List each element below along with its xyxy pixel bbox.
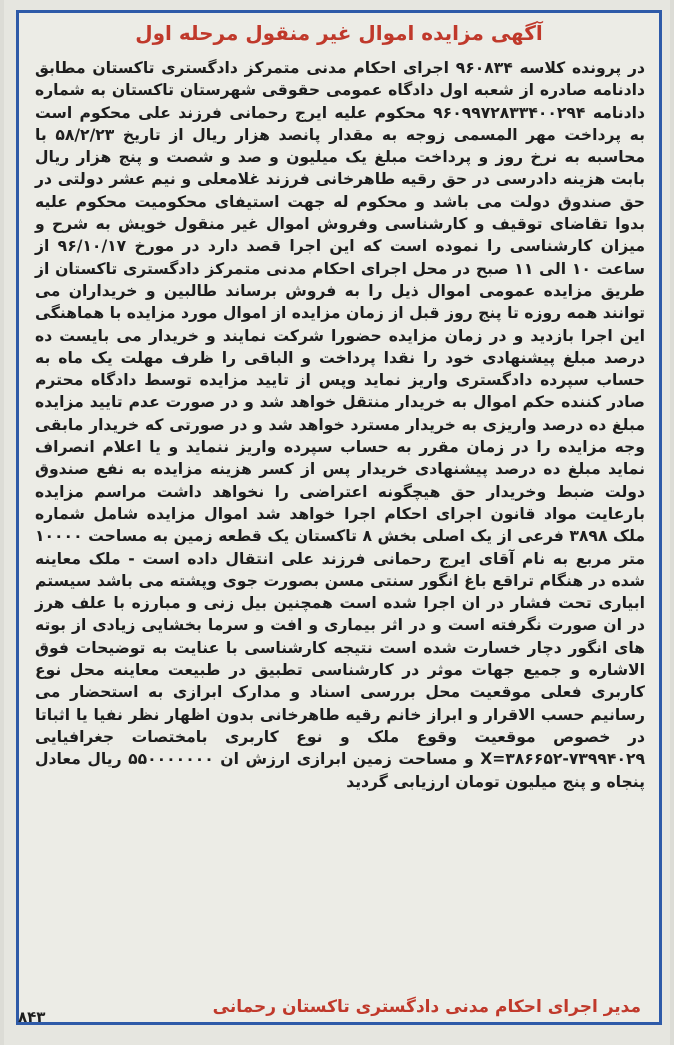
notice-signature: مدیر اجرای احکام مدنی دادگستری تاکستان رحمانی [212,997,641,1017]
notice-title: آگهی مزایده اموال غیر منقول مرحله اول [135,21,543,45]
newspaper-clipping [4,0,670,1045]
notice-frame [16,10,662,1025]
notice-code: ۸۴۳ [18,1008,46,1026]
notice-body: در پرونده کلاسه ۹۶۰۸۳۴ اجرای احکام مدنی متمرکز دادگستری تاکستان مطابق دادنامه صادره از شعبه اول دادگاه عمومی حقوقی شهرستان تاکستان به شماره دادنامه ۹۶۰۹۹۷۲۸۳۳۴۰۰۲۹۴ محکوم علیه ایرج رحمانی فرزند علی محکوم است به پرداخت مهر المسمی زوجه به مقدار پانصد هزار ریال از تاریخ ۵۸/۲/۲۳ با محاسبه به نرخ روز و پرداخت مبلغ یک میلیون و صد و شصت و پنج هزار ریال بابت هزینه دادرسی در حق رقیه طاهرخانی فرزند غلامعلی و نیم عشر دولتی در حق صندوق دولت می باشد و محکوم له جهت استیفای محکومیت محکوم علیه بدوا تقاضای توقیف و کارشناسی وفروش اموال غیر منقول خویش به شرح و میزان کارشناسی را نموده است که این اجرا قصد دارد در مورخ ۹۶/۱۰/۱۷ از ساعت ۱۰ الی ۱۱ صبح در محل اجرای احکام مدنی متمرکز دادگستری تاکستان از طریق مزایده عمومی اموال ذیل را به فروش برساند طالبین و خریداران می توانند همه روزه تا پنج روز قبل از زمان مزایده از اموال مورد مزایده با هماهنگی این اجرا بازدید و در زمان مزایده حضورا شرکت نمایند و خریدار می بایست ده درصد مبلغ پیشنهادی خود را نقدا پرداخت و الباقی را ظرف مهلت یک ماه به حساب سپرده دادگستری واریز نماید وپس از تایید مزایده توسط دادگاه محترم صادر کننده حکم اموال به خریدار منتقل خواهد شد و در صورت عدم تایید مزایده مبلغ ده درصد واریزی به خریدار مسترد خواهد شد و در صورتی که خریدار مابقی وجه مزایده را در زمان مقرر به حساب سپرده واریز ننماید و یا اعلام انصراف نماید مبلغ ده درصد پیشنهادی خریدار پس از کسر هزینه مزایده به نفع صندوق دولت ضبط وخریدار حق هیچگونه اعتراضی را نخواهد داشت مراسم مزایده بارعایت مواد قانون اجرای احکام اجرا خواهد شد اموال مزایده شامل شماره ملک ۳۸۹۸ فرعی از یک اصلی بخش ۸ تاکستان یک قطعه زمین به مساحت ۱۰۰۰۰ متر مربع به نام آقای ایرج رحمانی فرزند علی انتقال داده است - ملک معاینه شده در هنگام تراقع باغ انگور سنتی مسن بصورت جوی وپشته می باشد سیستم ابیاری تحت فشار در ان اجرا شده است همچنین بیل زنی و مبارزه با علف هرز در ان صورت نگرفته است و در اثر بیماری و افت و سرما بخشایی زیادی از بوته های انگور دچار خسارت شده است نتیجه کارشناسی با عنایت به توضیحات فوق الاشاره و جمیع جهات موثر در کارشناسی تطبیق در طبیعت معاینه محل نوع کاربری فعلی موقعیت محل بررسی اسناد و مدارک ابرازی به استحضار می رسانیم حسب الاقرار و ابراز خانم رقیه طاهرخانی بدون اظهار نظر نفیا یا اثباتا در خصوص موقعیت وقوع ملک و نوع کاربری بامختصات جغرافیایی X=۳۸۶۶۵۲-۷۳۹۹۴۰۲۹ و مساحت زمین ابرازی ارزش ان ۵۵۰۰۰۰۰۰۰ ریال معادل پنجاه و پنج میلیون تومان ارزیابی گردید [35,59,645,791]
